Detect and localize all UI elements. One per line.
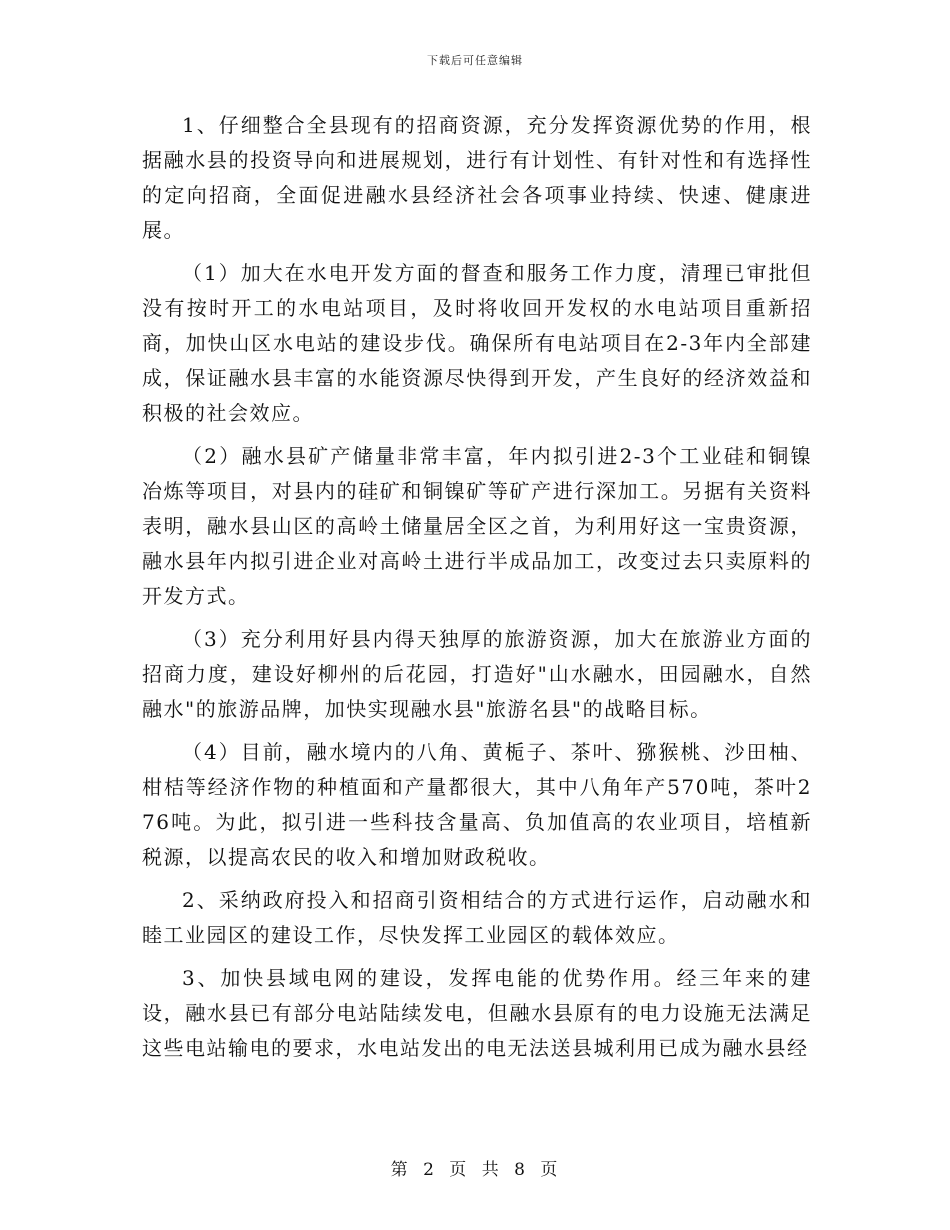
- paragraph-1: 1、仔细整合全县现有的招商资源，充分发挥资源优势的作用，根据融水县的投资导向和进展规划，进行有计划性、有针对性和有选择性的定向招商，全面促进融水县经济社会各项事业持续、快速、健康进展。: [142, 113, 812, 242]
- paragraph-3: （2）融水县矿产储量非常丰富，年内拟引进2-3个工业硅和铜镍冶炼等项目，对县内的硅矿和铜镍矿等矿产进行深加工。另据有关资料表明，融水县山区的高岭土储量居全区之首，为利用好这一宝贵资源，融水县年内拟引进企业对高岭土进行半成品加工，改变过去只卖原料的开发方式。: [142, 444, 812, 608]
- document-body: [142, 108, 812, 1074]
- paragraph-4: （3）充分利用好县内得天独厚的旅游资源，加大在旅游业方面的招商力度，建设好柳州的后花园，打造好"山水融水，田园融水，自然融水"的旅游品牌，加快实现融水县"旅游名县"的战略目标。: [142, 627, 812, 721]
- page-footer: 第 2 页 共 8 页: [390, 1160, 560, 1180]
- paragraph-2: （1）加大在水电开发方面的督查和服务工作力度，清理已审批但没有按时开工的水电站项目，及时将收回开发权的水电站项目重新招商，加快山区水电站的建设步伐。确保所有电站项目在2-3年内全部建成，保证融水县丰富的水能资源尽快得到开发，产生良好的经济效益和积极的社会效应。: [142, 261, 812, 425]
- page-header: 下载后可任意编辑: [427, 54, 523, 67]
- paragraph-7: 3、加快县域电网的建设，发挥电能的优势作用。经三年来的建设，融水县已有部分电站陆续发电，但融水县原有的电力设施无法满足这些电站输电的要求，水电站发出的电无法送县城利用已成为融水县经: [142, 966, 812, 1060]
- paragraph-6: 2、采纳政府投入和招商引资相结合的方式进行运作，启动融水和睦工业园区的建设工作，尽快发挥工业园区的载体效应。: [142, 888, 812, 947]
- paragraph-5: （4）目前，融水境内的八角、黄栀子、茶叶、猕猴桃、沙田柚、柑桔等经济作物的种植面和产量都很大，其中八角年产570吨，茶叶276吨。为此，拟引进一些科技含量高、负加值高的农业项目，培植新税源，以提高农民的收入和增加财政税收。: [142, 740, 812, 869]
